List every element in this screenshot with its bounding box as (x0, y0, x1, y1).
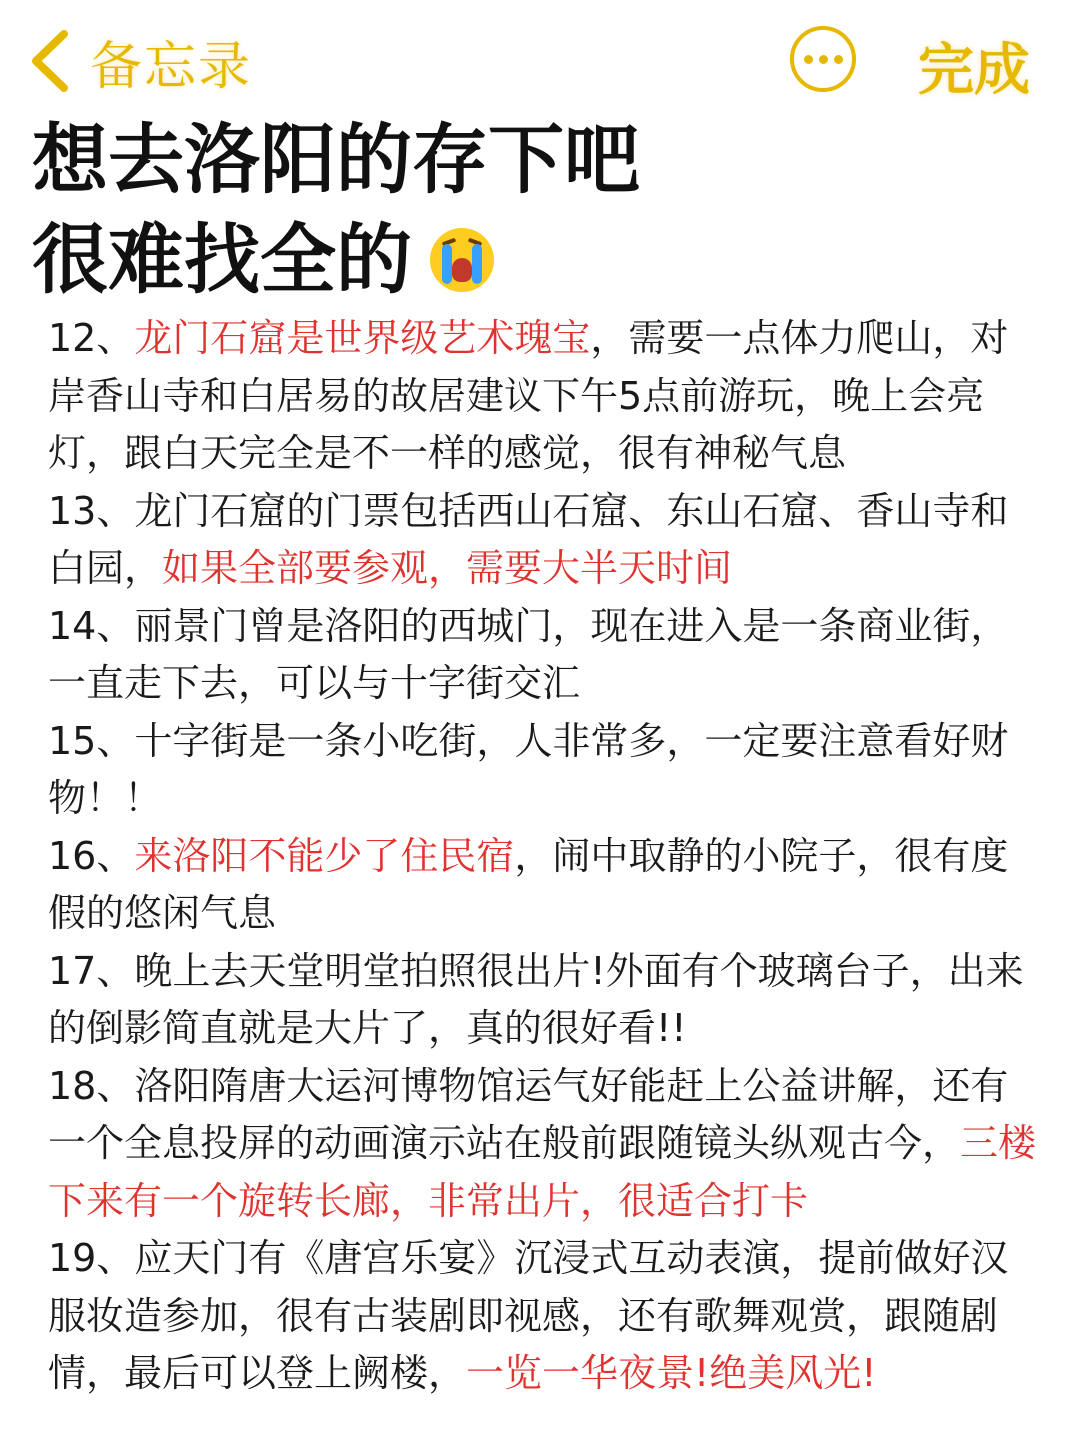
item-text: 19、应天门有《唐宫乐宴》沉浸式互动表演，提前做好汉服妆造参加，很有古装剧即视感，还有歌舞观赏，跟随剧情，最后可以登上阙楼， (48, 1236, 1009, 1395)
item-text: 12、 (48, 316, 135, 360)
list-item (48, 828, 1038, 943)
more-icon (804, 55, 813, 64)
item-text: ，闹中取静的小院子，很有度假的悠闲气息 (48, 833, 1009, 935)
item-text: 16、 (48, 833, 135, 878)
more-icon-dot (834, 55, 843, 64)
item-text: ，需要一点体力爬山，对岸香山寺和白居易的故居建议下午5点前游玩，晚上会亮灯，跟白天完全是不一样的感觉，很有神秘气息 (48, 316, 1009, 475)
list-item (48, 1230, 1038, 1403)
list-item (48, 483, 1038, 598)
list-item (48, 598, 1038, 713)
item-highlight: 一览一华夜景!绝美风光! (466, 1351, 877, 1395)
item-highlight: 来洛阳不能少了住民宿 (134, 833, 515, 878)
more-icon-dot (819, 55, 828, 64)
note-title[interactable] (32, 110, 640, 310)
item-text: 14、丽景门曾是洛阳的西城门，现在进入是一条商业街，一直走下去，可以与十字街交汇 (48, 603, 1009, 705)
item-text: 15、十字街是一条小吃街，人非常多，一定要注意看好财物！！ (48, 718, 1009, 820)
item-text: 17、晚上去天堂明堂拍照很出片!外面有个玻璃台子，出来的倒影简直就是大片了，真的很好看!! (48, 948, 1024, 1050)
note-body[interactable] (48, 310, 1038, 1403)
item-highlight: 如果全部要参观，需要大半天时间 (162, 546, 733, 590)
item-text: 18、洛阳隋唐大运河博物馆运气好能赶上公益讲解，还有一个全息投屏的动画演示站在般前跟随镜头纵观古今， (48, 1063, 1009, 1165)
title-line-2: 很难找全的 (32, 215, 412, 304)
navigation-bar (0, 0, 1080, 120)
done-button[interactable]: 完成 (918, 38, 1030, 103)
chevron-left-icon (28, 28, 72, 94)
title-line-2-row (32, 210, 640, 310)
item-highlight: 三楼下来有一个旋转长廊，非常出片，很适合打卡 (48, 1121, 1037, 1223)
list-item (48, 713, 1038, 828)
more-options-button[interactable] (790, 26, 856, 92)
item-highlight: 龙门石窟是世界级艺术瑰宝 (134, 316, 591, 360)
list-item (48, 1058, 1038, 1231)
item-text: 13、龙门石窟的门票包括西山石窟、东山石窟、香山寺和白园， (48, 488, 1009, 590)
back-label: 备忘录 (90, 36, 253, 97)
list-item (48, 310, 1038, 483)
crying-face-icon (430, 228, 494, 292)
list-item (48, 943, 1038, 1058)
title-line-1: 想去洛阳的存下吧 (32, 115, 640, 204)
back-button[interactable] (28, 26, 252, 96)
